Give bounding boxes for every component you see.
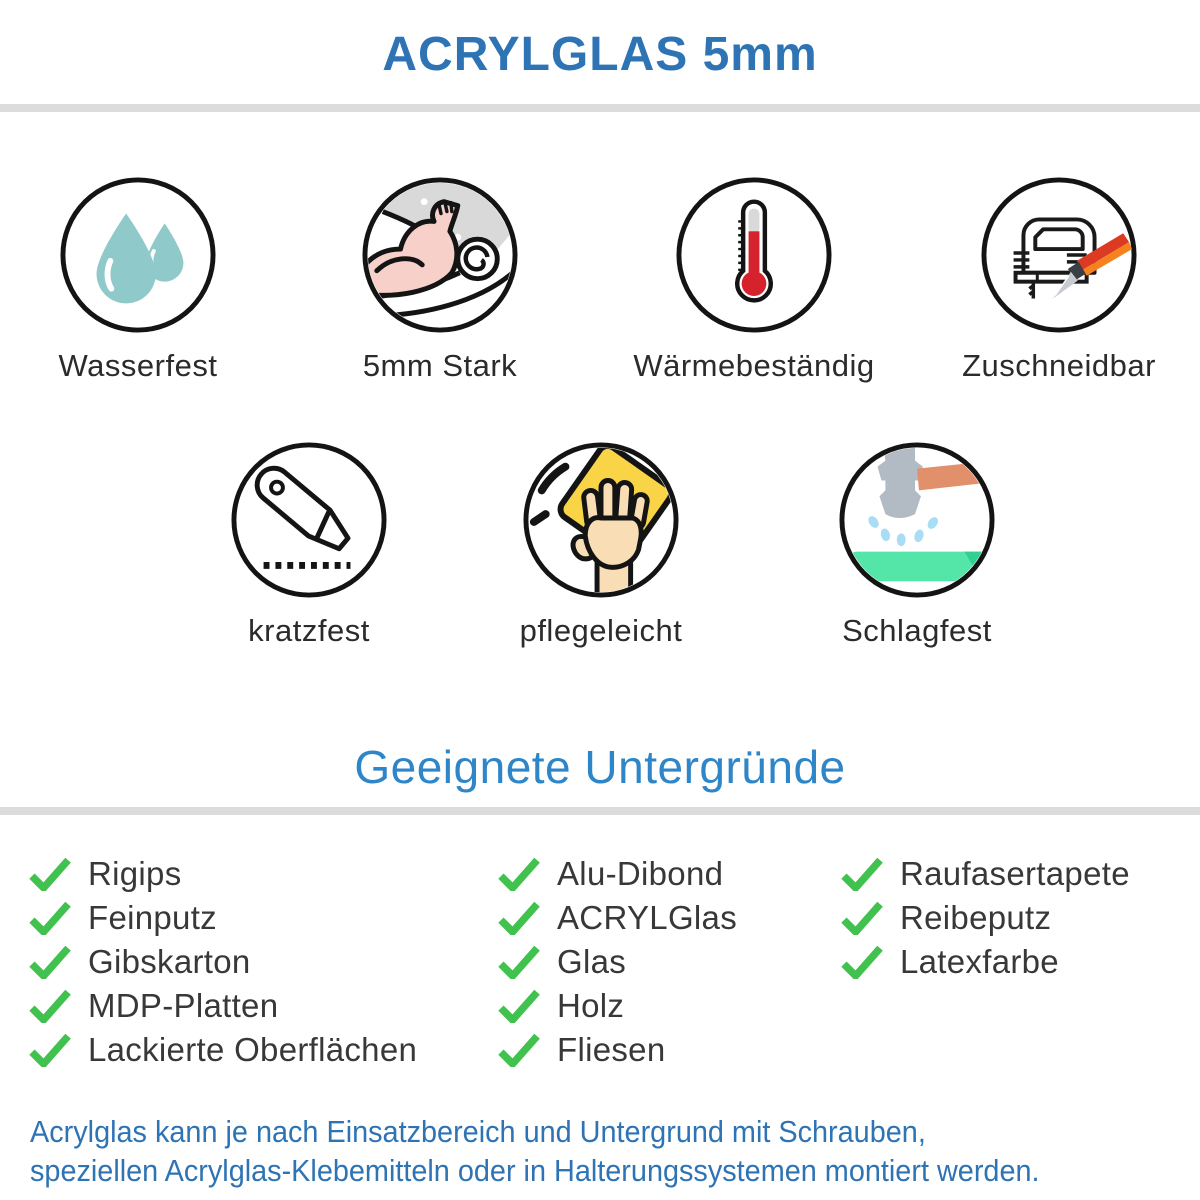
check-icon xyxy=(840,857,884,891)
cleaning-hand-icon xyxy=(522,441,680,599)
check-icon xyxy=(28,901,72,935)
check-icon xyxy=(497,1033,541,1067)
checklist-label: Raufasertapete xyxy=(900,855,1130,892)
check-icon xyxy=(497,857,541,891)
checklist-label: Alu-Dibond xyxy=(557,855,724,892)
feature-cuttable xyxy=(929,176,1189,384)
top-divider xyxy=(0,104,1200,112)
feature-heat-resistant xyxy=(624,176,884,384)
checklist-item xyxy=(28,856,417,892)
check-icon xyxy=(497,945,541,979)
water-drops-icon xyxy=(59,176,217,334)
checklist-item xyxy=(28,988,417,1024)
checklist-label: Feinputz xyxy=(88,899,217,936)
feature-5mm-strong xyxy=(310,176,570,384)
feature-label: Wärmebeständig xyxy=(633,348,875,383)
check-icon xyxy=(497,901,541,935)
checklist-item xyxy=(840,856,1130,892)
feature-label: pflegeleicht xyxy=(519,613,683,648)
feature-label: Wasserfest xyxy=(58,348,218,383)
checklist-column-2 xyxy=(497,856,737,1068)
utility-knife-icon xyxy=(230,441,388,599)
checklist-label: Rigips xyxy=(88,855,182,892)
checklist-item xyxy=(840,900,1130,936)
checklist-label: Holz xyxy=(557,987,625,1024)
jigsaw-cutter-icon xyxy=(980,176,1138,334)
checklist-label: ACRYLGlas xyxy=(557,899,737,936)
checklist-item xyxy=(497,856,737,892)
feature-label: kratzfest xyxy=(248,613,370,648)
checklist-column-1 xyxy=(28,856,417,1068)
check-icon xyxy=(840,901,884,935)
check-icon xyxy=(840,945,884,979)
check-icon xyxy=(28,857,72,891)
feature-waterproof xyxy=(8,176,268,384)
surfaces-heading: Geeignete Untergründe xyxy=(354,741,846,793)
check-icon xyxy=(28,989,72,1023)
page-title: ACRYLGLAS 5mm xyxy=(382,28,818,81)
feature-label: 5mm Stark xyxy=(362,348,518,383)
checklist-label: MDP-Platten xyxy=(88,987,279,1024)
checklist-item xyxy=(497,1032,737,1068)
checklist-item xyxy=(28,1032,417,1068)
checklist-label: Fliesen xyxy=(557,1031,666,1068)
checklist-label: Reibeputz xyxy=(900,899,1052,936)
feature-impact-resistant xyxy=(787,441,1047,649)
muscle-arm-icon xyxy=(361,176,519,334)
checklist-item xyxy=(840,944,1130,980)
checklist-label: Gibskarton xyxy=(88,943,251,980)
checklist-item xyxy=(497,944,737,980)
checklist-item xyxy=(497,900,737,936)
footer-line-1: Acrylglas kann je nach Einsatzbereich und Untergrund mit Schrauben, xyxy=(30,1114,926,1149)
thermometer-icon xyxy=(675,176,833,334)
checklist-label: Lackierte Oberflächen xyxy=(88,1031,418,1068)
checklist-label: Latexfarbe xyxy=(900,943,1059,980)
check-icon xyxy=(497,989,541,1023)
checklist-item xyxy=(28,944,417,980)
feature-easy-care xyxy=(471,441,731,649)
feature-label: Schlagfest xyxy=(842,613,992,648)
checklist-label: Glas xyxy=(557,943,627,980)
checklist-column-3 xyxy=(840,856,1130,980)
feature-scratch-resistant xyxy=(179,441,439,649)
hammer-icon xyxy=(838,441,996,599)
middle-divider xyxy=(0,807,1200,815)
check-icon xyxy=(28,1033,72,1067)
checklist-item xyxy=(497,988,737,1024)
footer-line-2: speziellen Acrylglas-Klebemitteln oder in Halterungssystemen montiert werden. xyxy=(30,1153,1040,1188)
feature-label: Zuschneidbar xyxy=(962,348,1156,383)
check-icon xyxy=(28,945,72,979)
footer-note xyxy=(30,1112,1200,1190)
checklist-item xyxy=(28,900,417,936)
